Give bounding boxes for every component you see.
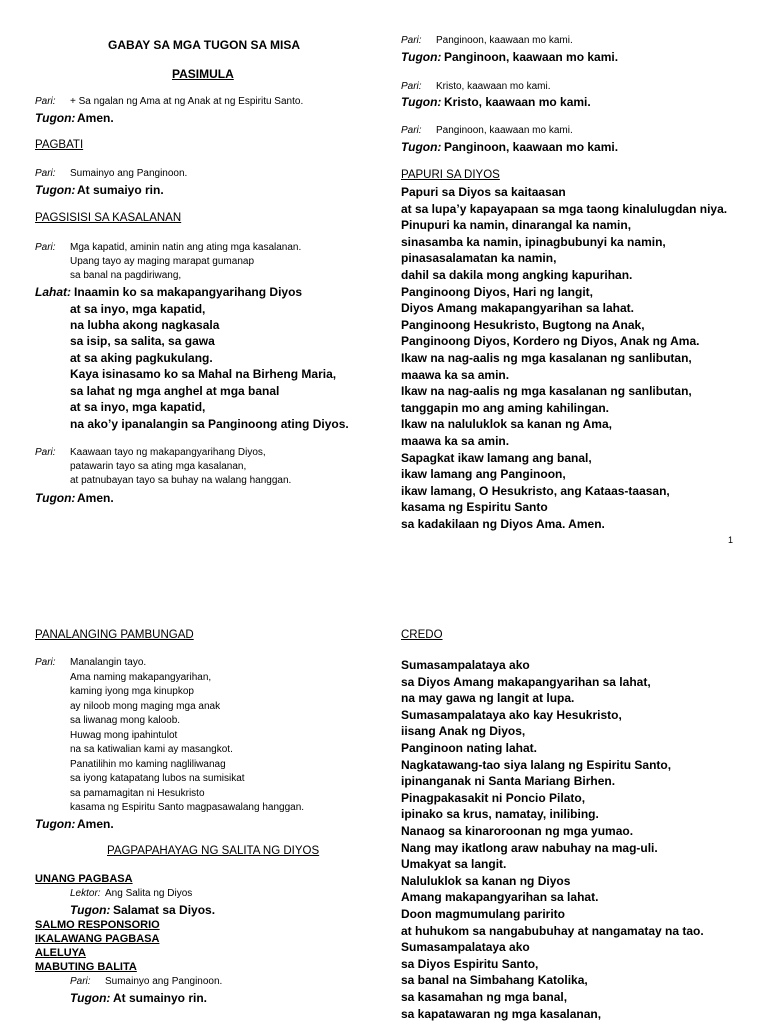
papuri-line: sa kadakilaan ng Diyos Ama. Amen. <box>401 517 605 531</box>
credo-line: na may gawa ng langit at lupa. <box>401 691 575 706</box>
pari-label: Pari: <box>70 976 91 987</box>
pari-line: at patnubayan tayo sa buhay na walang hanggan. <box>70 475 292 486</box>
papuri-line: pinasasalamatan ka namin, <box>401 251 557 266</box>
credo-line: Sumasampalataya ako kay Hesukristo, <box>401 707 622 722</box>
lahat-line: at sa aking pagkukulang. <box>70 351 213 365</box>
credo-line: Sumasampalataya ako <box>401 940 530 955</box>
papuri-line: Panginoong Diyos, Kordero ng Diyos, Anak ng Ama. <box>401 334 700 349</box>
panalangin-line: kaming iyong mga kinupkop <box>70 686 194 697</box>
lahat-line: na ako’y ipanalangin sa Panginoong ating Diyos. <box>70 417 349 431</box>
lahat-line: sa lahat ng mga anghel at mga banal <box>70 384 280 398</box>
pari-label: Pari: <box>35 447 56 458</box>
credo-line: Nang may ikatlong araw nabuhay na mag-uli. <box>401 840 658 855</box>
lahat-line: Inaamin ko sa makapangyarihang Diyos <box>74 285 303 299</box>
pari-line: sa banal na pagdiriwang, <box>70 270 182 281</box>
tugon-text: Amen. <box>77 491 114 505</box>
papuri-line: Pinupuri ka namin, dinarangal ka namin, <box>401 218 632 233</box>
tugon-text: Amen. <box>77 111 114 125</box>
tugon-label: Tugon: <box>35 817 76 831</box>
heading-pagsisisi: PAGSISISI SA KASALANAN <box>35 212 182 224</box>
panalangin-line: na sa katiwalian kami ay masangkot. <box>70 744 233 755</box>
pari-text: Panginoon, kaawaan mo kami. <box>436 125 573 136</box>
heading-pasimula: PASIMULA <box>172 67 234 81</box>
pari-text: Sumainyo ang Panginoon. <box>70 168 188 179</box>
papuri-line: Ikaw na nag-aalis ng mga kasalanan ng sanlibutan, <box>401 351 692 365</box>
lahat-line: at sa inyo, mga kapatid, <box>70 302 206 316</box>
pari-label: Pari: <box>401 125 422 136</box>
credo-line: sa Diyos Amang makapangyarihan sa lahat, <box>401 674 651 689</box>
tugon-label: Tugon: <box>35 183 76 197</box>
lahat-line: sa isip, sa salita, sa gawa <box>70 334 215 348</box>
credo-line: Umakyat sa langit. <box>401 857 507 872</box>
tugon-text: Kristo, kaawaan mo kami. <box>444 95 591 109</box>
credo-line: Sumasampalataya ako <box>401 658 530 672</box>
papuri-line: maawa ka sa amin. <box>401 434 510 448</box>
pari-text: + Sa ngalan ng Ama at ng Anak at ng Espiritu Santo. <box>70 96 304 107</box>
heading-aleluya: ALELUYA <box>35 947 86 959</box>
papuri-line: kasama ng Espiritu Santo <box>401 500 548 515</box>
papuri-line: Diyos Amang makapangyarihan sa lahat. <box>401 301 634 316</box>
panalangin-line: ay niloob mong maging mga anak <box>70 700 221 712</box>
tugon-label: Tugon: <box>70 991 111 1005</box>
papuri-line: Ikaw na nag-aalis ng mga kasalanan ng sanlibutan, <box>401 384 692 399</box>
credo-line: at huhukom sa nangabubuhay at nangamatay na tao. <box>401 923 704 938</box>
credo-line: Doon magmumulang paririto <box>401 907 566 921</box>
pari-label: Pari: <box>401 81 422 92</box>
panalangin-line: sa iyong katapatang lubos na sumisikat <box>70 773 245 784</box>
papuri-line: ikaw lamang, O Hesukristo, ang Kataas-taasan, <box>401 483 670 498</box>
credo-line: sa kapatawaran ng mga kasalanan, <box>401 1006 602 1021</box>
pari-line: Mga kapatid, aminin natin ang ating mga kasalanan. <box>70 242 302 253</box>
heading-unang-pagbasa: UNANG PAGBASA <box>35 873 133 885</box>
credo-line: Amang makapangyarihan sa lahat. <box>401 890 599 905</box>
heading-credo: CREDO <box>401 629 443 641</box>
pari-line: patawarin tayo sa ating mga kasalanan, <box>70 461 247 472</box>
tugon-label: Tugon: <box>401 50 442 64</box>
credo-line: ipinanganak ni Santa Mariang Birhen. <box>401 774 616 789</box>
pari-line: Upang tayo ay maging marapat gumanap <box>70 256 255 267</box>
papuri-line: Ikaw na naluluklok sa kanan ng Ama, <box>401 417 612 432</box>
tugon-text: Panginoon, kaawaan mo kami. <box>444 50 619 64</box>
heading-panalangin: PANALANGING PAMBUNGAD <box>35 629 194 641</box>
pari-text: Kristo, kaawaan mo kami. <box>436 81 551 92</box>
tugon-label: Tugon: <box>401 140 442 154</box>
panalangin-line: Huwag mong ipahintulot <box>70 729 178 741</box>
pari-label: Pari: <box>35 242 56 253</box>
panalangin-line: sa pamamagitan ni Hesukristo <box>70 787 205 799</box>
tugon-text: At sumaiyo rin. <box>77 183 164 197</box>
lektor-text: Ang Salita ng Diyos <box>105 888 193 899</box>
tugon-label: Tugon: <box>70 903 111 917</box>
papuri-line: Sapagkat ikaw lamang ang banal, <box>401 450 592 465</box>
tugon-label: Tugon: <box>35 491 76 505</box>
credo-line: sa Diyos Espiritu Santo, <box>401 956 539 971</box>
papuri-line: Papuri sa Diyos sa kaitaasan <box>401 185 566 199</box>
heading-pagbati: PAGBATI <box>35 139 84 151</box>
panalangin-line: Panatilihin mo kaming nagliliwanag <box>70 758 226 770</box>
tugon-text: Panginoon, kaawaan mo kami. <box>444 140 619 154</box>
pari-text: Panginoon, kaawaan mo kami. <box>436 35 573 46</box>
papuri-line: Panginoong Diyos, Hari ng langit, <box>401 284 594 299</box>
tugon-label: Tugon: <box>401 95 442 109</box>
pari-line: Kaawaan tayo ng makapangyarihang Diyos, <box>70 447 266 458</box>
credo-line: Pinagpakasakit ni Poncio Pilato, <box>401 790 586 805</box>
panalangin-line: kasama ng Espiritu Santo magpasawalang hanggan. <box>70 802 305 813</box>
panalangin-line: Manalangin tayo. <box>70 657 147 668</box>
credo-line: Panginoon nating lahat. <box>401 741 537 755</box>
heading-pagpapahayag: PAGPAPAHAYAG NG SALITA NG DIYOS <box>107 845 320 857</box>
credo-line: Naluluklok sa kanan ng Diyos <box>401 873 571 888</box>
lahat-line: at sa inyo, mga kapatid, <box>70 400 206 414</box>
lektor-label: Lektor: <box>70 888 101 899</box>
papuri-line: dahil sa dakila mong angking kapurihan. <box>401 268 633 282</box>
pari-label: Pari: <box>401 35 422 46</box>
lahat-line: Kaya isinasamo ko sa Mahal na Birheng Maria, <box>70 367 337 381</box>
papuri-line: at sa lupa’y kapayapaan sa mga taong kinalulugdan niya. <box>401 201 728 216</box>
papuri-line: Panginoong Hesukristo, Bugtong na Anak, <box>401 317 645 332</box>
lahat-label: Lahat: <box>35 285 71 299</box>
papuri-line: maawa ka sa amin. <box>401 367 510 382</box>
papuri-line: ikaw lamang ang Panginoon, <box>401 467 566 482</box>
heading-ikalawang-pagbasa: IKALAWANG PAGBASA <box>35 933 160 945</box>
tugon-label: Tugon: <box>35 111 76 125</box>
credo-line: sa kasamahan ng mga banal, <box>401 990 568 1004</box>
pari-label: Pari: <box>35 168 56 179</box>
panalangin-line: Ama naming makapangyarihan, <box>70 671 212 683</box>
heading-papuri: PAPURI SA DIYOS <box>401 169 500 181</box>
pari-label: Pari: <box>35 96 56 107</box>
pari-label: Pari: <box>35 657 56 668</box>
pari-text: Sumainyo ang Panginoon. <box>105 976 223 987</box>
credo-line: sa banal na Simbahang Katolika, <box>401 973 588 988</box>
tugon-text: At sumainyo rin. <box>113 991 208 1005</box>
credo-line: ipinako sa krus, namatay, inilibing. <box>401 807 599 822</box>
credo-line: Nagkatawang-tao siya lalang ng Espiritu Santo, <box>401 757 672 772</box>
papuri-line: tanggapin mo ang aming kahilingan. <box>401 400 610 415</box>
papuri-line: sinasamba ka namin, ipinagbubunyi ka namin, <box>401 234 666 249</box>
lahat-line: na lubha akong nagkasala <box>70 318 220 332</box>
credo-line: iisang Anak ng Diyos, <box>401 724 526 739</box>
page-number: 1 <box>728 535 734 545</box>
tugon-text: Amen. <box>77 817 114 831</box>
panalangin-line: sa liwanag mong kaloob. <box>70 715 181 726</box>
tugon-text: Salamat sa Diyos. <box>113 903 216 917</box>
heading-salmo: SALMO RESPONSORIO <box>35 919 160 931</box>
document-title: GABAY SA MGA TUGON SA MISA <box>108 38 301 52</box>
heading-mabuting-balita: MABUTING BALITA <box>35 961 137 973</box>
credo-line: Nanaog sa kinaroroonan ng mga yumao. <box>401 824 634 838</box>
